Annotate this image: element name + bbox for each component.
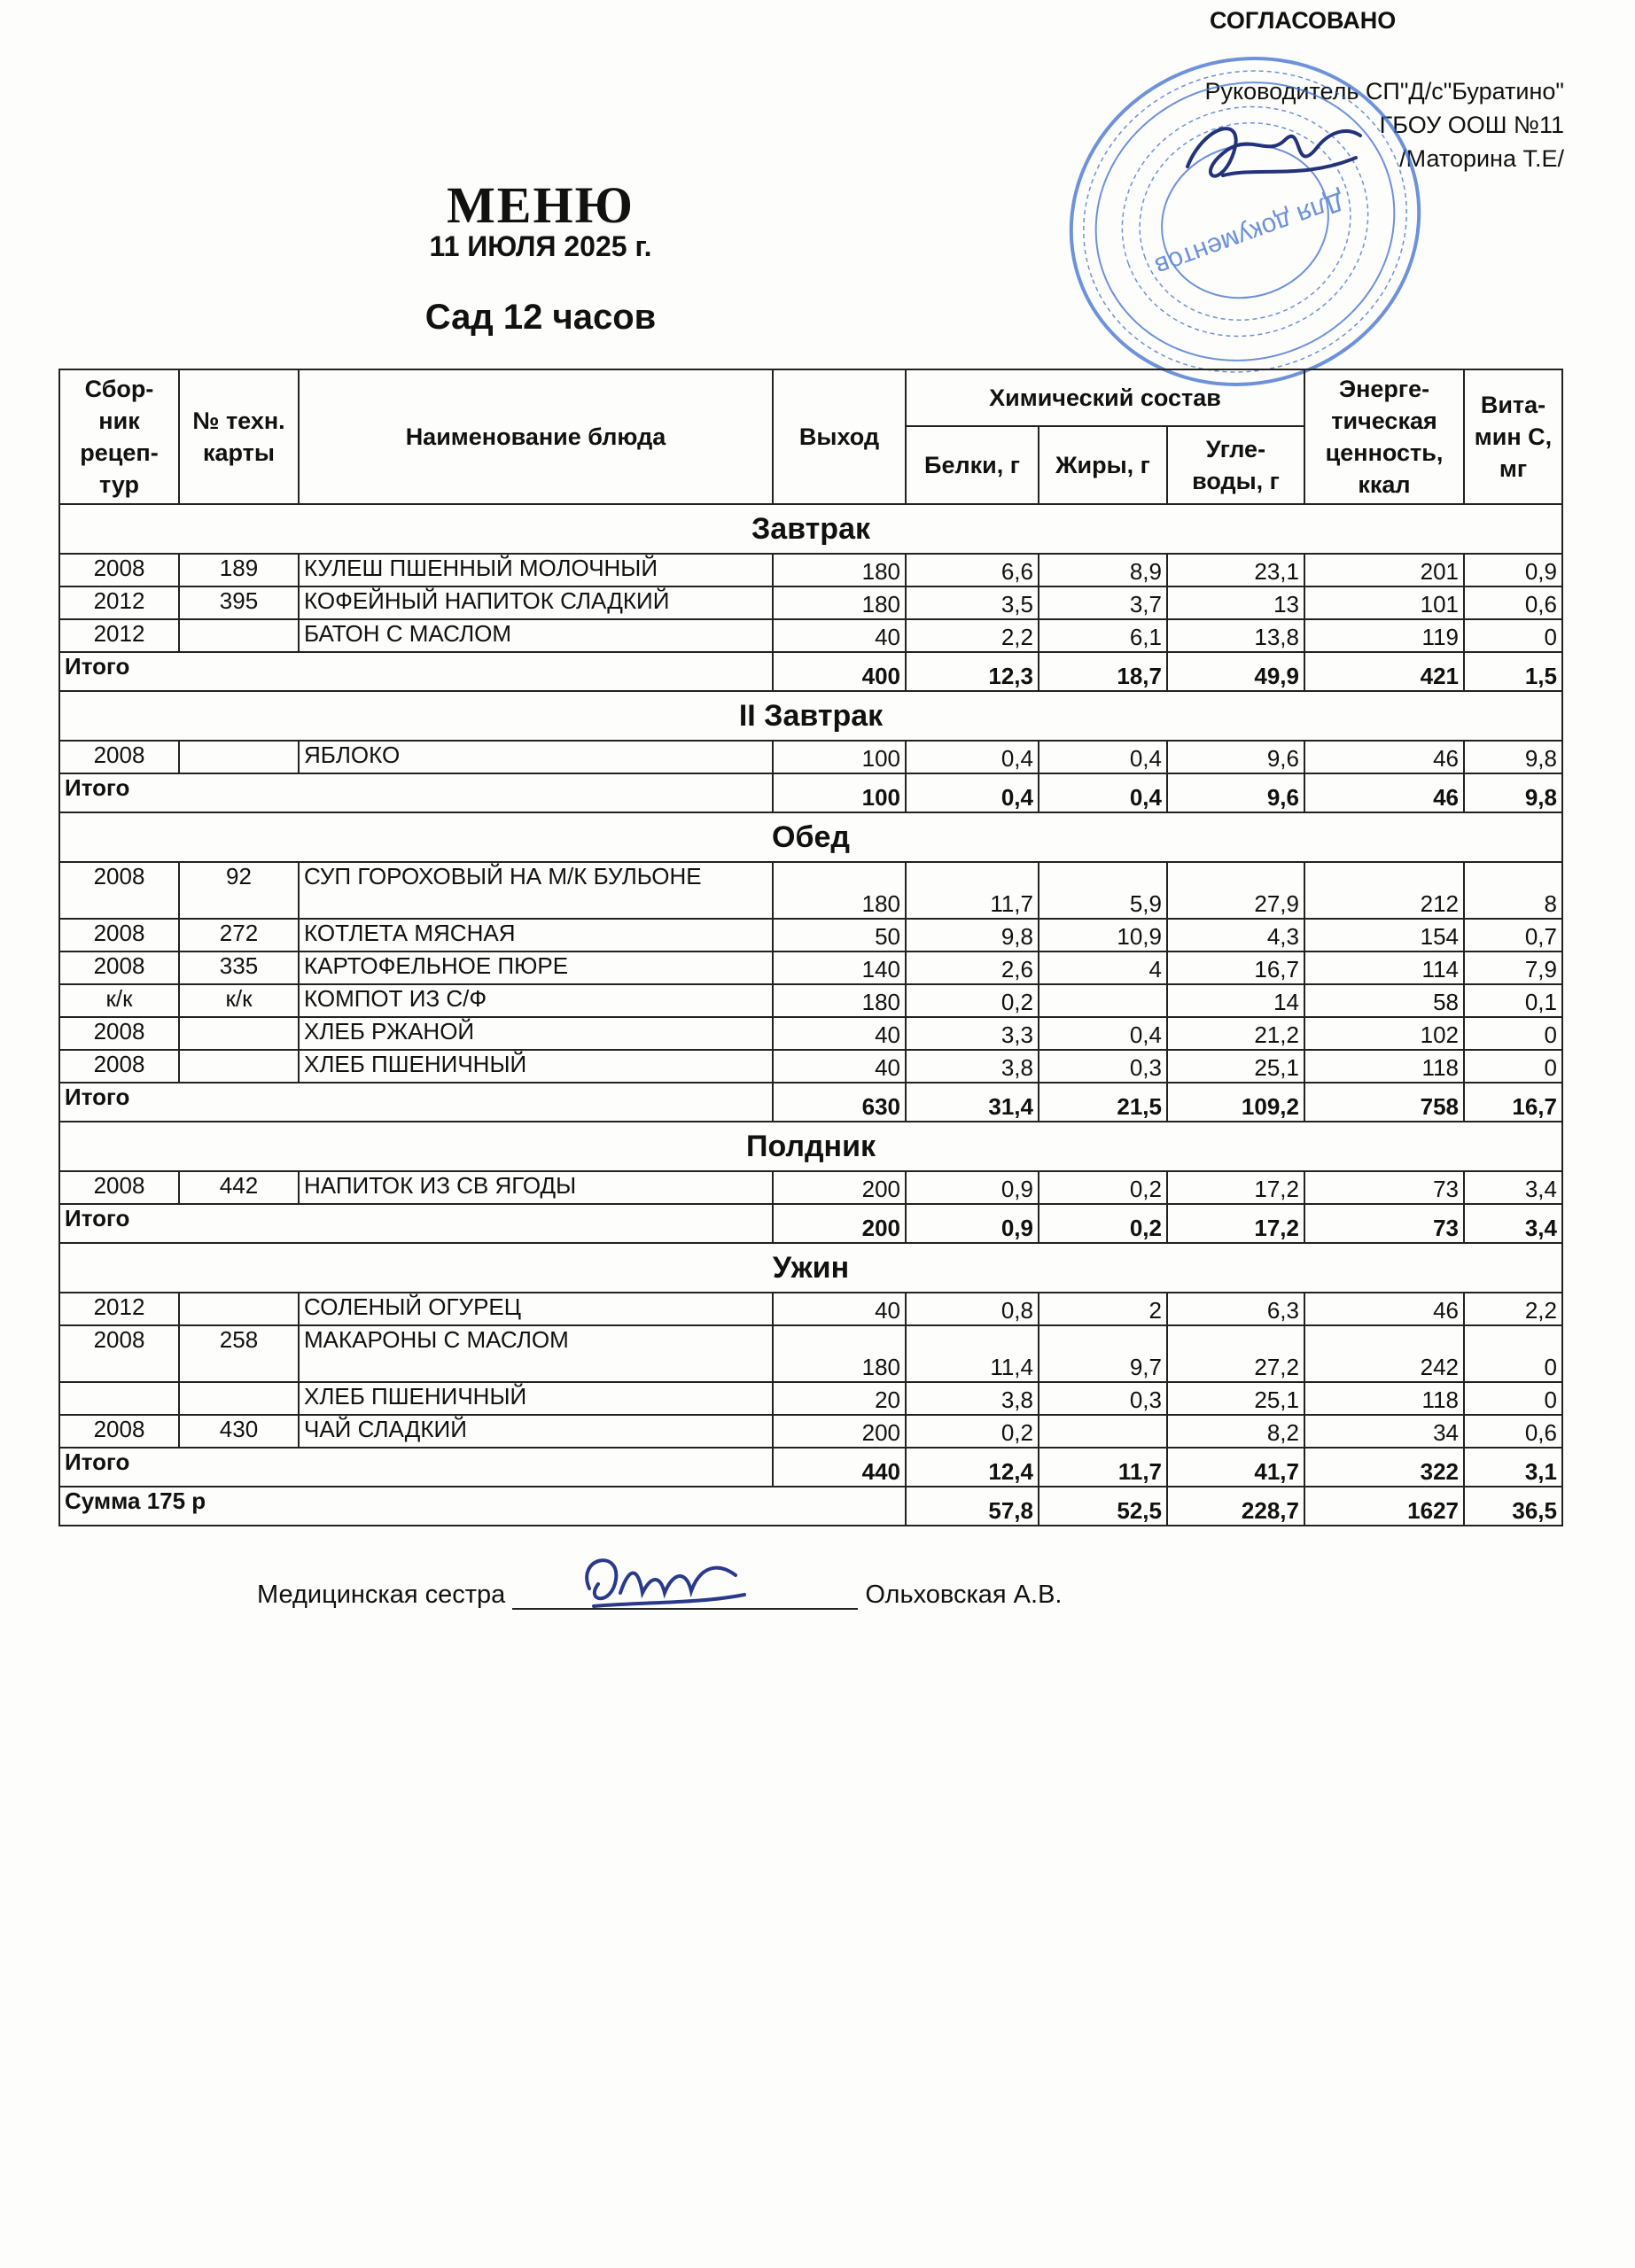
cell-energy: 118 bbox=[1304, 1050, 1464, 1083]
cell-fat: 0,3 bbox=[1039, 1050, 1167, 1083]
cell-collection: 2008 bbox=[59, 1050, 179, 1083]
cell-energy: 73 bbox=[1304, 1171, 1464, 1204]
sum-protein: 57,8 bbox=[906, 1487, 1039, 1526]
nurse-signature-icon bbox=[567, 1540, 753, 1619]
stamp-center-text: Для документов bbox=[1150, 185, 1349, 282]
total-vitc: 9,8 bbox=[1464, 773, 1562, 812]
header-protein: Белки, г bbox=[906, 426, 1039, 504]
cell-carbs: 16,7 bbox=[1167, 951, 1304, 984]
cell-yield: 180 bbox=[773, 586, 906, 619]
cell-protein: 0,4 bbox=[906, 741, 1039, 773]
cell-energy: 101 bbox=[1304, 586, 1464, 619]
cell-protein: 0,2 bbox=[906, 984, 1039, 1017]
cell-yield: 40 bbox=[773, 1293, 906, 1325]
total-yield: 630 bbox=[773, 1083, 906, 1122]
total-fat: 21,5 bbox=[1039, 1083, 1167, 1122]
cell-energy: 34 bbox=[1304, 1415, 1464, 1448]
sum-fat: 52,5 bbox=[1039, 1487, 1167, 1526]
total-yield: 400 bbox=[773, 652, 906, 691]
header-vitc: Вита-мин С, мг bbox=[1464, 369, 1562, 504]
cell-protein: 3,8 bbox=[906, 1382, 1039, 1415]
cell-vitc: 8 bbox=[1464, 862, 1562, 919]
cell-vitc: 0,6 bbox=[1464, 586, 1562, 619]
total-protein: 0,4 bbox=[906, 773, 1039, 812]
section-title: Ужин bbox=[59, 1243, 1562, 1293]
cell-card bbox=[179, 619, 299, 652]
section-row bbox=[59, 812, 1562, 862]
cell-fat: 4 bbox=[1039, 951, 1167, 984]
total-row bbox=[59, 1448, 1562, 1487]
cell-carbs: 9,6 bbox=[1167, 741, 1304, 773]
total-vitc: 3,1 bbox=[1464, 1448, 1562, 1487]
cell-vitc: 0,9 bbox=[1464, 554, 1562, 586]
cell-protein: 3,5 bbox=[906, 586, 1039, 619]
cell-protein: 0,9 bbox=[906, 1171, 1039, 1204]
cell-collection: 2012 bbox=[59, 586, 179, 619]
total-label: Итого bbox=[59, 1204, 773, 1243]
cell-energy: 212 bbox=[1304, 862, 1464, 919]
approval-label: СОГЛАСОВАНО bbox=[1210, 7, 1397, 34]
cell-vitc: 9,8 bbox=[1464, 741, 1562, 773]
total-label: Итого bbox=[59, 773, 773, 812]
cell-yield: 140 bbox=[773, 951, 906, 984]
cell-fat: 6,1 bbox=[1039, 619, 1167, 652]
total-protein: 12,4 bbox=[906, 1448, 1039, 1487]
cell-vitc: 0,1 bbox=[1464, 984, 1562, 1017]
cell-yield: 180 bbox=[773, 1325, 906, 1382]
cell-yield: 20 bbox=[773, 1382, 906, 1415]
table-row bbox=[59, 1415, 1562, 1448]
cell-collection: 2008 bbox=[59, 554, 179, 586]
cell-energy: 154 bbox=[1304, 919, 1464, 951]
sum-label: Сумма 175 р bbox=[59, 1487, 906, 1526]
section-row bbox=[59, 504, 1562, 554]
cell-name: СУП ГОРОХОВЫЙ НА М/К БУЛЬОНЕ bbox=[299, 862, 773, 919]
cell-collection: 2012 bbox=[59, 619, 179, 652]
section-title: Полдник bbox=[59, 1122, 1562, 1171]
cell-protein: 6,6 bbox=[906, 554, 1039, 586]
total-protein: 12,3 bbox=[906, 652, 1039, 691]
cell-protein: 2,6 bbox=[906, 951, 1039, 984]
cell-collection: 2008 bbox=[59, 951, 179, 984]
cell-carbs: 25,1 bbox=[1167, 1382, 1304, 1415]
cell-name: ЧАЙ СЛАДКИЙ bbox=[299, 1415, 773, 1448]
cell-name: КУЛЕШ ПШЕННЫЙ МОЛОЧНЫЙ bbox=[299, 554, 773, 586]
cell-yield: 40 bbox=[773, 619, 906, 652]
total-energy: 421 bbox=[1304, 652, 1464, 691]
table-row bbox=[59, 741, 1562, 773]
nurse-label: Медицинская сестра bbox=[257, 1581, 506, 1609]
cell-card: 272 bbox=[179, 919, 299, 951]
cell-yield: 40 bbox=[773, 1017, 906, 1050]
cell-card bbox=[179, 741, 299, 773]
total-yield: 200 bbox=[773, 1204, 906, 1243]
cell-protein: 0,8 bbox=[906, 1293, 1039, 1325]
cell-collection: 2008 bbox=[59, 1171, 179, 1204]
cell-protein: 11,4 bbox=[906, 1325, 1039, 1382]
cell-yield: 180 bbox=[773, 984, 906, 1017]
cell-fat bbox=[1039, 984, 1167, 1017]
cell-card: 258 bbox=[179, 1325, 299, 1382]
cell-yield: 40 bbox=[773, 1050, 906, 1083]
cell-name: ХЛЕБ ПШЕНИЧНЫЙ bbox=[299, 1050, 773, 1083]
cell-name: ХЛЕБ РЖАНОЙ bbox=[299, 1017, 773, 1050]
total-carbs: 17,2 bbox=[1167, 1204, 1304, 1243]
cell-yield: 100 bbox=[773, 741, 906, 773]
cell-card: 442 bbox=[179, 1171, 299, 1204]
table-row bbox=[59, 1325, 1562, 1382]
cell-name: СОЛЕНЫЙ ОГУРЕЦ bbox=[299, 1293, 773, 1325]
approver-name: /Маторина Т.Е/ bbox=[1399, 145, 1564, 172]
cell-name: ЯБЛОКО bbox=[299, 741, 773, 773]
cell-energy: 201 bbox=[1304, 554, 1464, 586]
cell-protein: 0,2 bbox=[906, 1415, 1039, 1448]
header-carbs: Угле-воды, г bbox=[1167, 426, 1304, 504]
total-energy: 73 bbox=[1304, 1204, 1464, 1243]
cell-vitc: 0 bbox=[1464, 1382, 1562, 1415]
cell-energy: 119 bbox=[1304, 619, 1464, 652]
table-row bbox=[59, 919, 1562, 951]
sum-vitc: 36,5 bbox=[1464, 1487, 1562, 1526]
cell-carbs: 13,8 bbox=[1167, 619, 1304, 652]
cell-name: ХЛЕБ ПШЕНИЧНЫЙ bbox=[299, 1382, 773, 1415]
cell-fat: 2 bbox=[1039, 1293, 1167, 1325]
total-carbs: 109,2 bbox=[1167, 1083, 1304, 1122]
table-row bbox=[59, 1382, 1562, 1415]
cell-collection: 2008 bbox=[59, 741, 179, 773]
cell-vitc: 0,7 bbox=[1464, 919, 1562, 951]
total-energy: 758 bbox=[1304, 1083, 1464, 1122]
cell-carbs: 23,1 bbox=[1167, 554, 1304, 586]
cell-energy: 58 bbox=[1304, 984, 1464, 1017]
cell-vitc: 0 bbox=[1464, 1325, 1562, 1382]
menu-date: 11 ИЮЛЯ 2025 г. bbox=[429, 230, 652, 262]
cell-energy: 114 bbox=[1304, 951, 1464, 984]
section-title: Обед bbox=[59, 812, 1562, 862]
cell-fat: 10,9 bbox=[1039, 919, 1167, 951]
table-row bbox=[59, 554, 1562, 586]
section-title: II Завтрак bbox=[59, 691, 1562, 741]
cell-vitc: 0,6 bbox=[1464, 1415, 1562, 1448]
official-stamp-icon bbox=[1059, 49, 1431, 394]
total-vitc: 1,5 bbox=[1464, 652, 1562, 691]
total-fat: 11,7 bbox=[1039, 1448, 1167, 1487]
total-label: Итого bbox=[59, 652, 773, 691]
cell-yield: 180 bbox=[773, 554, 906, 586]
sum-carbs: 228,7 bbox=[1167, 1487, 1304, 1526]
cell-vitc: 0 bbox=[1464, 1050, 1562, 1083]
cell-energy: 46 bbox=[1304, 741, 1464, 773]
table-row bbox=[59, 1017, 1562, 1050]
header-card: № техн. карты bbox=[179, 369, 299, 504]
total-label: Итого bbox=[59, 1448, 773, 1487]
cell-name: МАКАРОНЫ С МАСЛОМ bbox=[299, 1325, 773, 1382]
header-energy: Энерге-тическая ценность, ккал bbox=[1304, 369, 1464, 504]
header-fat: Жиры, г bbox=[1039, 426, 1167, 504]
total-fat: 18,7 bbox=[1039, 652, 1167, 691]
cell-vitc: 0 bbox=[1464, 619, 1562, 652]
section-row bbox=[59, 691, 1562, 741]
menu-table bbox=[58, 369, 1563, 1526]
cell-fat: 0,2 bbox=[1039, 1171, 1167, 1204]
cell-card: 92 bbox=[179, 862, 299, 919]
menu-body bbox=[59, 504, 1562, 1526]
header-row bbox=[59, 369, 1562, 426]
nurse-name: Ольховская А.В. bbox=[865, 1581, 1063, 1609]
total-fat: 0,4 bbox=[1039, 773, 1167, 812]
cell-card: 189 bbox=[179, 554, 299, 586]
cell-carbs: 21,2 bbox=[1167, 1017, 1304, 1050]
cell-fat: 3,7 bbox=[1039, 586, 1167, 619]
total-yield: 100 bbox=[773, 773, 906, 812]
cell-name: КОМПОТ ИЗ С/Ф bbox=[299, 984, 773, 1017]
cell-yield: 200 bbox=[773, 1171, 906, 1204]
header-yield: Выход bbox=[773, 369, 906, 504]
cell-name: КОТЛЕТА МЯСНАЯ bbox=[299, 919, 773, 951]
cell-collection: 2008 bbox=[59, 862, 179, 919]
cell-energy: 242 bbox=[1304, 1325, 1464, 1382]
total-row bbox=[59, 1083, 1562, 1122]
cell-carbs: 4,3 bbox=[1167, 919, 1304, 951]
cell-yield: 200 bbox=[773, 1415, 906, 1448]
cell-vitc: 0 bbox=[1464, 1017, 1562, 1050]
cell-vitc: 7,9 bbox=[1464, 951, 1562, 984]
total-fat: 0,2 bbox=[1039, 1204, 1167, 1243]
total-protein: 0,9 bbox=[906, 1204, 1039, 1243]
total-carbs: 41,7 bbox=[1167, 1448, 1304, 1487]
sum-energy: 1627 bbox=[1304, 1487, 1464, 1526]
cell-name: НАПИТОК ИЗ СВ ЯГОДЫ bbox=[299, 1171, 773, 1204]
table-row bbox=[59, 1171, 1562, 1204]
cell-card bbox=[179, 1050, 299, 1083]
cell-fat: 0,4 bbox=[1039, 741, 1167, 773]
table-row bbox=[59, 586, 1562, 619]
cell-card: к/к bbox=[179, 984, 299, 1017]
cell-protein: 9,8 bbox=[906, 919, 1039, 951]
total-protein: 31,4 bbox=[906, 1083, 1039, 1122]
cell-fat: 5,9 bbox=[1039, 862, 1167, 919]
section-row bbox=[59, 1243, 1562, 1293]
cell-name: БАТОН С МАСЛОМ bbox=[299, 619, 773, 652]
cell-name: КАРТОФЕЛЬНОЕ ПЮРЕ bbox=[299, 951, 773, 984]
group-label: Сад 12 часов bbox=[424, 298, 657, 337]
total-row bbox=[59, 652, 1562, 691]
cell-energy: 102 bbox=[1304, 1017, 1464, 1050]
table-row bbox=[59, 1293, 1562, 1325]
cell-fat bbox=[1039, 1415, 1167, 1448]
cell-yield: 180 bbox=[773, 862, 906, 919]
cell-card: 335 bbox=[179, 951, 299, 984]
cell-collection bbox=[59, 1382, 179, 1415]
total-vitc: 3,4 bbox=[1464, 1204, 1562, 1243]
cell-fat: 0,4 bbox=[1039, 1017, 1167, 1050]
cell-name: КОФЕЙНЫЙ НАПИТОК СЛАДКИЙ bbox=[299, 586, 773, 619]
cell-carbs: 27,2 bbox=[1167, 1325, 1304, 1382]
cell-card bbox=[179, 1382, 299, 1415]
cell-carbs: 6,3 bbox=[1167, 1293, 1304, 1325]
table-row bbox=[59, 984, 1562, 1017]
cell-energy: 46 bbox=[1304, 1293, 1464, 1325]
total-energy: 322 bbox=[1304, 1448, 1464, 1487]
cell-collection: 2008 bbox=[59, 1325, 179, 1382]
table-row bbox=[59, 951, 1562, 984]
cell-card: 430 bbox=[179, 1415, 299, 1448]
cell-protein: 3,3 bbox=[906, 1017, 1039, 1050]
cell-carbs: 8,2 bbox=[1167, 1415, 1304, 1448]
cell-vitc: 2,2 bbox=[1464, 1293, 1562, 1325]
cell-carbs: 14 bbox=[1167, 984, 1304, 1017]
total-yield: 440 bbox=[773, 1448, 906, 1487]
cell-carbs: 17,2 bbox=[1167, 1171, 1304, 1204]
section-title: Завтрак bbox=[59, 504, 1562, 554]
table-row bbox=[59, 862, 1562, 919]
cell-yield: 50 bbox=[773, 919, 906, 951]
approver-position: Руководитель СП"Д/с"Буратино" bbox=[1204, 78, 1564, 105]
cell-vitc: 3,4 bbox=[1464, 1171, 1562, 1204]
approver-organization: ГБОУ ООШ №11 bbox=[1379, 112, 1564, 138]
cell-energy: 118 bbox=[1304, 1382, 1464, 1415]
cell-carbs: 25,1 bbox=[1167, 1050, 1304, 1083]
total-vitc: 16,7 bbox=[1464, 1083, 1562, 1122]
cell-fat: 8,9 bbox=[1039, 554, 1167, 586]
cell-protein: 2,2 bbox=[906, 619, 1039, 652]
total-energy: 46 bbox=[1304, 773, 1464, 812]
cell-collection: 2008 bbox=[59, 1415, 179, 1448]
cell-protein: 11,7 bbox=[906, 862, 1039, 919]
total-carbs: 9,6 bbox=[1167, 773, 1304, 812]
total-row bbox=[59, 1204, 1562, 1243]
total-label: Итого bbox=[59, 1083, 773, 1122]
table-row bbox=[59, 1050, 1562, 1083]
total-carbs: 49,9 bbox=[1167, 652, 1304, 691]
cell-fat: 0,3 bbox=[1039, 1382, 1167, 1415]
header-collection: Сбор-ник рецеп-тур bbox=[59, 369, 179, 504]
cell-carbs: 13 bbox=[1167, 586, 1304, 619]
cell-collection: 2008 bbox=[59, 919, 179, 951]
cell-card: 395 bbox=[179, 586, 299, 619]
cell-card bbox=[179, 1017, 299, 1050]
header-chem: Химический состав bbox=[906, 369, 1304, 426]
cell-carbs: 27,9 bbox=[1167, 862, 1304, 919]
cell-collection: к/к bbox=[59, 984, 179, 1017]
approver-signature-icon bbox=[1170, 105, 1374, 202]
cell-collection: 2012 bbox=[59, 1293, 179, 1325]
cell-collection: 2008 bbox=[59, 1017, 179, 1050]
cell-fat: 9,7 bbox=[1039, 1325, 1167, 1382]
table-row bbox=[59, 619, 1562, 652]
header-name: Наименование блюда bbox=[299, 369, 773, 504]
page-title: МЕНЮ bbox=[447, 176, 635, 234]
sum-row bbox=[59, 1487, 1562, 1526]
section-row bbox=[59, 1122, 1562, 1171]
total-row bbox=[59, 773, 1562, 812]
cell-protein: 3,8 bbox=[906, 1050, 1039, 1083]
cell-card bbox=[179, 1293, 299, 1325]
